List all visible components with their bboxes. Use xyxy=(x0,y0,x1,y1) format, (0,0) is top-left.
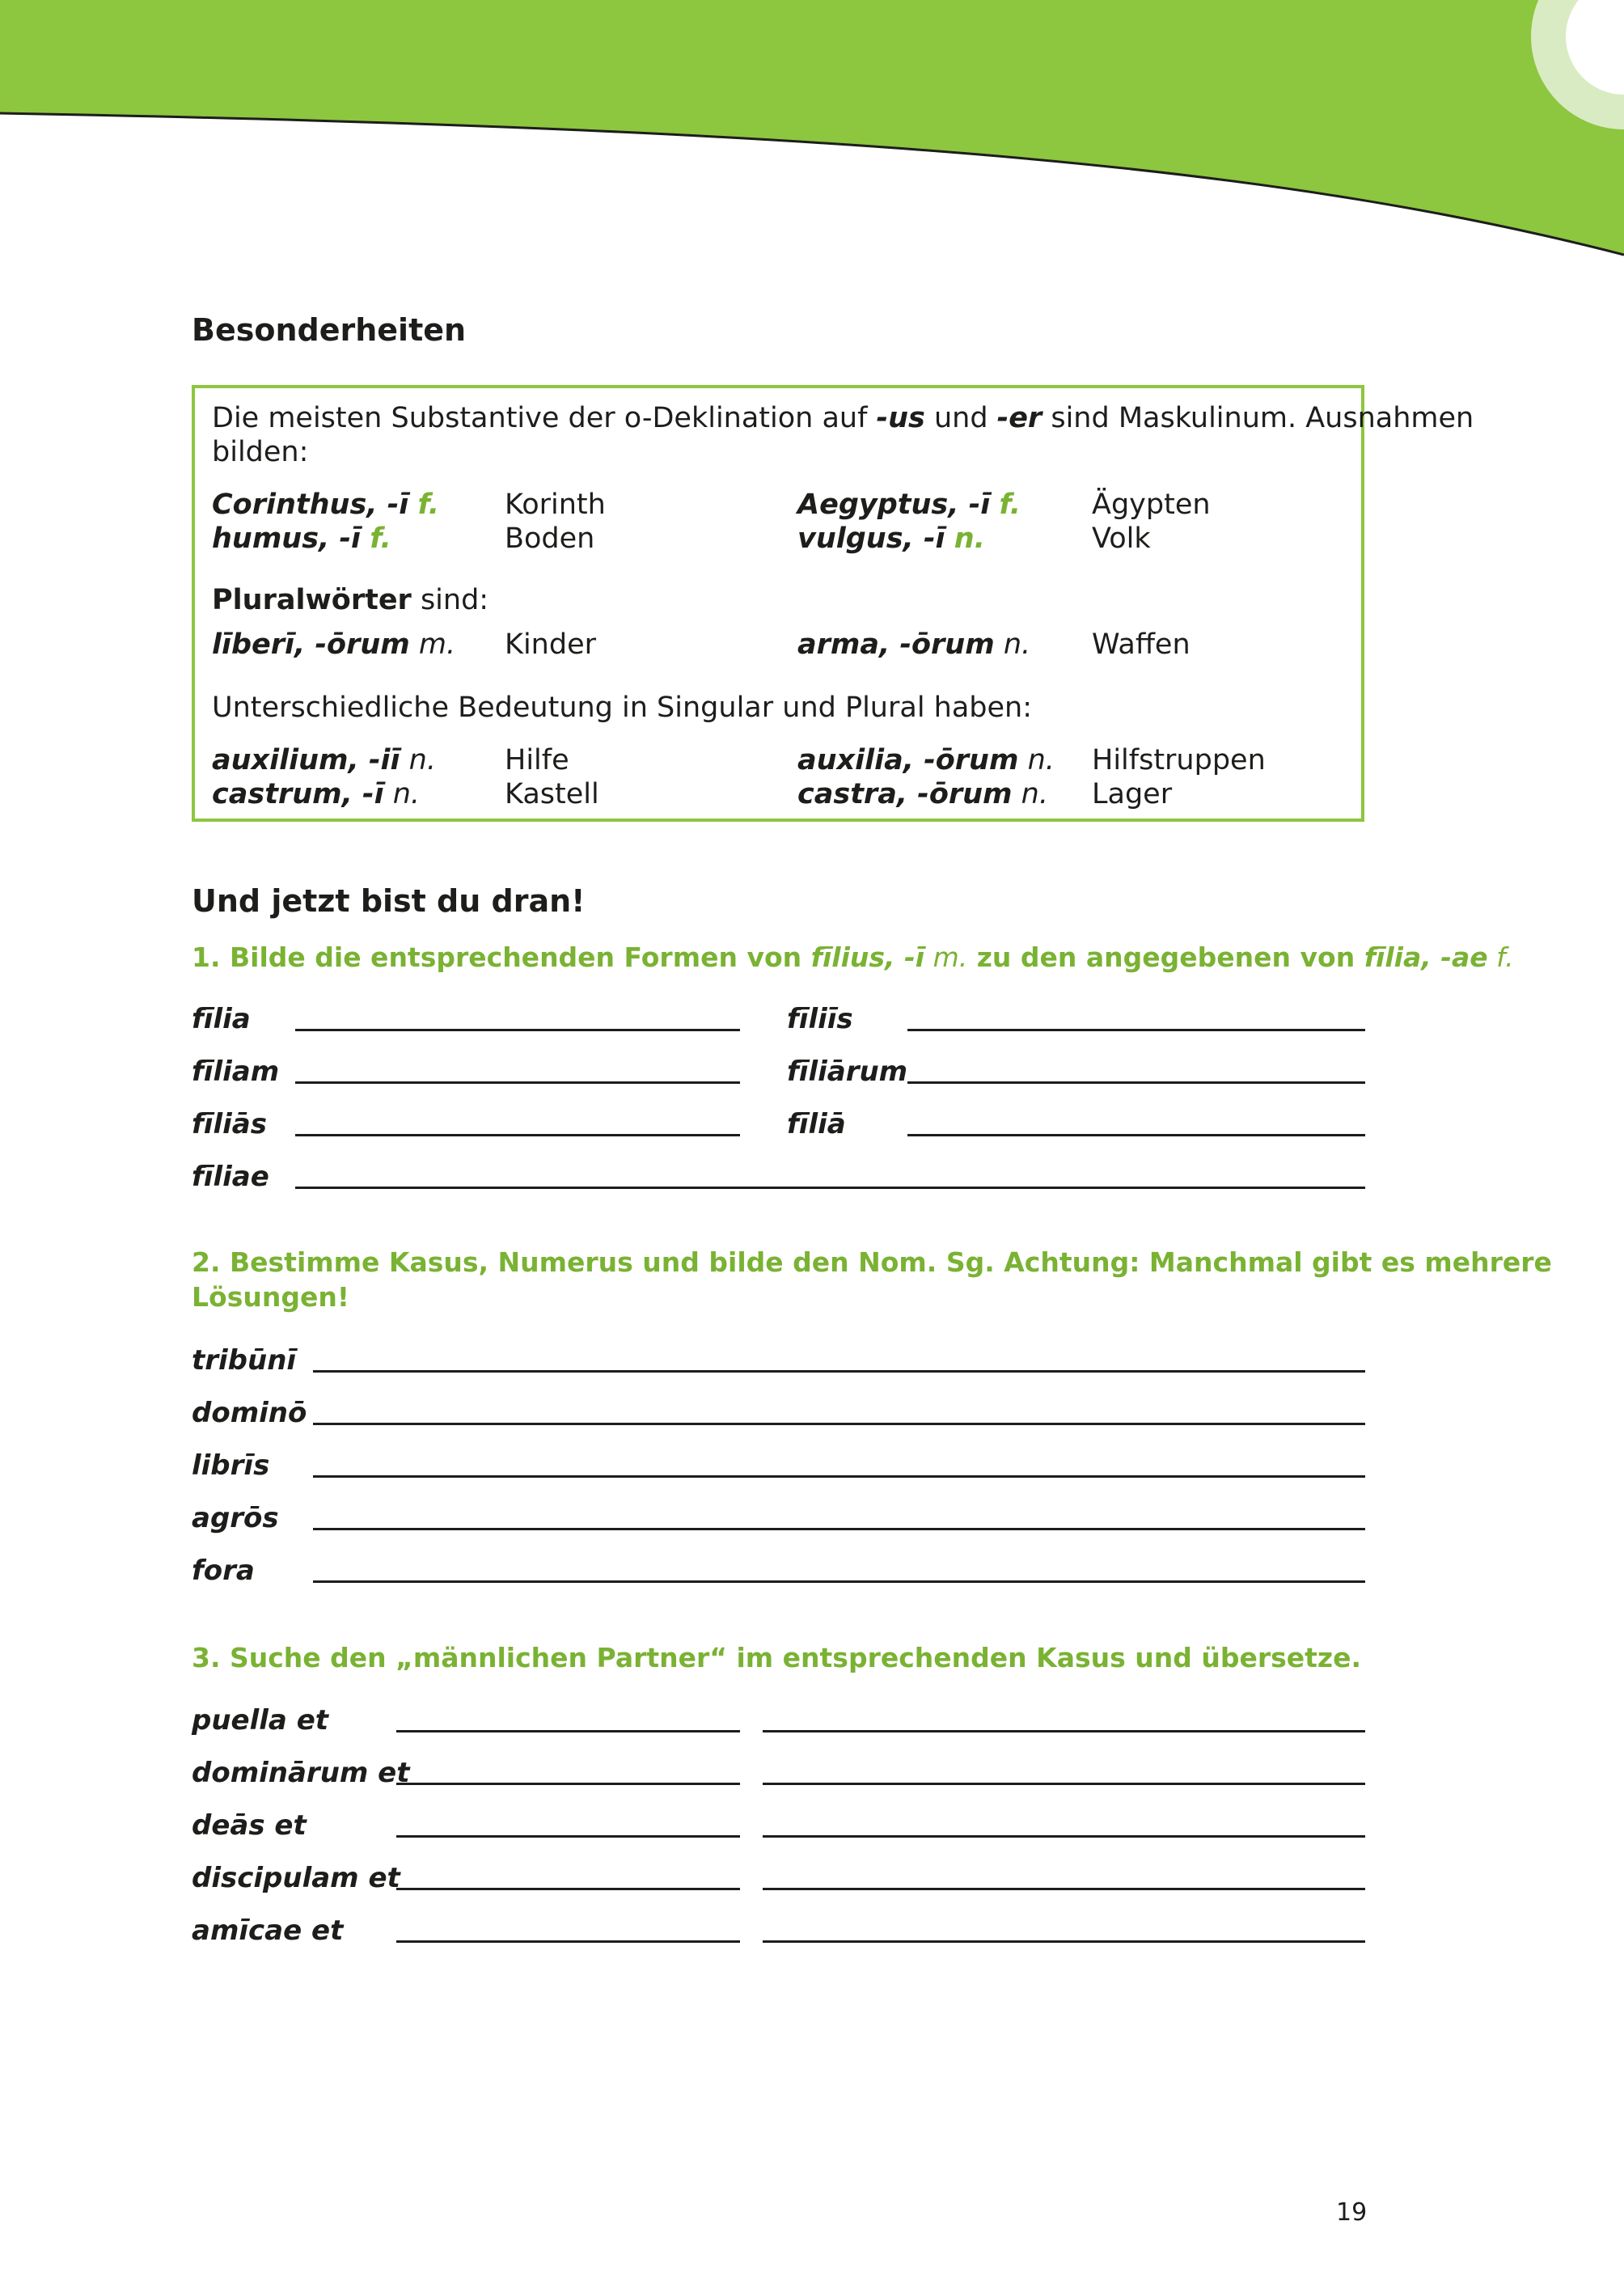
plural-word xyxy=(212,628,455,661)
gender-label: n. xyxy=(1003,628,1031,661)
answer-line[interactable] xyxy=(396,1730,740,1732)
plural-label-rest: sind: xyxy=(411,584,489,616)
task1-word: fīliam xyxy=(192,1056,280,1088)
task1-text: 1. Bilde die entsprechenden Formen von xyxy=(192,941,811,973)
plural-meaning: Kinder xyxy=(505,628,596,661)
task1-word: fīliā xyxy=(787,1108,846,1140)
latin-word: castrum, -ī xyxy=(212,778,384,810)
plural-word xyxy=(797,628,1030,661)
task2-word: fora xyxy=(192,1555,255,1587)
box-intro-line2: bilden: xyxy=(212,436,309,468)
gender-label: n. xyxy=(408,744,436,776)
task2-word: dominō xyxy=(192,1397,307,1429)
latin-word: humus, -ī xyxy=(212,522,362,555)
task1-word: fīliās xyxy=(192,1108,267,1140)
exception-meaning: Ägypten xyxy=(1092,489,1211,521)
task3-word: puella et xyxy=(192,1704,329,1737)
task1-word-filius: fīlius, -ī xyxy=(810,941,925,973)
latin-word: auxilium, -iī xyxy=(212,744,400,776)
task3-word: dominārum et xyxy=(192,1757,410,1789)
gender-label: n. xyxy=(1021,778,1048,810)
task1-word: fīliārum xyxy=(787,1056,908,1088)
answer-line[interactable] xyxy=(396,1835,740,1838)
exception-word xyxy=(797,522,985,555)
answer-line[interactable] xyxy=(313,1423,1365,1425)
box-intro-line1 xyxy=(212,402,1474,434)
task1-text-mid: zu den angegebenen von xyxy=(967,941,1364,973)
task1-gender-f: f. xyxy=(1487,941,1514,973)
intro-text-mid: und xyxy=(924,402,997,434)
latin-word: līberī, -ōrum xyxy=(212,628,410,661)
translation-line[interactable] xyxy=(763,1940,1365,1943)
task1-word-filia: fīlia, -ae xyxy=(1364,941,1488,973)
exception-meaning: Volk xyxy=(1092,522,1151,555)
task3-word: amīcae et xyxy=(192,1914,344,1947)
task3-word: discipulam et xyxy=(192,1862,400,1894)
answer-line[interactable] xyxy=(295,1187,1365,1189)
diff-label: Unterschiedliche Bedeutung in Singular und Plural haben: xyxy=(212,692,1033,724)
gender-label: f. xyxy=(417,489,440,521)
diff-meaning: Lager xyxy=(1092,778,1173,810)
diff-meaning: Kastell xyxy=(505,778,599,810)
latin-word: auxilia, -ōrum xyxy=(797,744,1019,776)
plural-label-bold: Pluralwörter xyxy=(212,584,412,616)
diff-word xyxy=(212,778,420,810)
task2-word: agrōs xyxy=(192,1502,279,1534)
task2-title-line1: 2. Bestimme Kasus, Numerus und bilde den Nom. Sg. Achtung: Manchmal gibt es mehrere xyxy=(192,1246,1552,1278)
page-number: 19 xyxy=(1336,2198,1368,2227)
diff-meaning: Hilfstruppen xyxy=(1092,744,1266,776)
exception-word xyxy=(797,489,1021,521)
task3-title: 3. Suche den „männlichen Partner“ im entsprechenden Kasus und übersetze. xyxy=(192,1642,1362,1673)
task3-word: deās et xyxy=(192,1809,307,1842)
answer-line[interactable] xyxy=(295,1029,740,1031)
answer-line[interactable] xyxy=(907,1134,1365,1136)
answer-line[interactable] xyxy=(295,1081,740,1084)
diff-word xyxy=(797,744,1055,776)
diff-word xyxy=(797,778,1048,810)
answer-line[interactable] xyxy=(907,1081,1365,1084)
gender-label: m. xyxy=(418,628,456,661)
answer-line[interactable] xyxy=(313,1370,1365,1373)
latin-word: arma, -ōrum xyxy=(797,628,995,661)
translation-line[interactable] xyxy=(763,1783,1365,1785)
exception-word xyxy=(212,489,439,521)
answer-line[interactable] xyxy=(396,1940,740,1943)
gender-label: n. xyxy=(1027,744,1055,776)
ending-us: -us xyxy=(876,402,925,434)
plural-label xyxy=(212,584,488,616)
answer-line[interactable] xyxy=(295,1134,740,1136)
latin-word: castra, -ōrum xyxy=(797,778,1013,810)
task1-gender-m: m. xyxy=(924,941,968,973)
exception-word xyxy=(212,522,391,555)
answer-line[interactable] xyxy=(313,1580,1365,1583)
translation-line[interactable] xyxy=(763,1888,1365,1890)
task1-title xyxy=(192,941,1514,973)
task2-word: librīs xyxy=(192,1449,270,1482)
gender-label: f. xyxy=(999,489,1021,521)
diff-word xyxy=(212,744,436,776)
latin-word: vulgus, -ī xyxy=(797,522,945,555)
answer-line[interactable] xyxy=(396,1783,740,1785)
ending-er: -er xyxy=(996,402,1042,434)
answer-line[interactable] xyxy=(396,1888,740,1890)
translation-line[interactable] xyxy=(763,1835,1365,1838)
exception-meaning: Boden xyxy=(505,522,595,555)
section-title: Besonderheiten xyxy=(192,312,467,348)
exercise-heading: Und jetzt bist du dran! xyxy=(192,883,586,919)
task1-word: fīliae xyxy=(192,1161,269,1193)
task1-word: fīlia xyxy=(192,1003,251,1035)
gender-label: n. xyxy=(954,522,985,555)
translation-line[interactable] xyxy=(763,1730,1365,1732)
gender-label: f. xyxy=(370,522,391,555)
answer-line[interactable] xyxy=(907,1029,1365,1031)
plural-meaning: Waffen xyxy=(1092,628,1191,661)
exception-meaning: Korinth xyxy=(505,489,606,521)
gender-label: n. xyxy=(392,778,421,810)
task2-word: tribūnī xyxy=(192,1344,297,1377)
intro-text: Die meisten Substantive der o-Deklination auf xyxy=(212,402,877,434)
task1-word: fīliīs xyxy=(787,1003,853,1035)
answer-line[interactable] xyxy=(313,1528,1365,1530)
task2-title-line2: Lösungen! xyxy=(192,1281,349,1313)
diff-meaning: Hilfe xyxy=(505,744,569,776)
latin-word: Corinthus, -ī xyxy=(212,489,409,521)
answer-line[interactable] xyxy=(313,1475,1365,1478)
latin-word: Aegyptus, -ī xyxy=(797,489,991,521)
intro-text-post: sind Maskulinum. Ausnahmen xyxy=(1042,402,1474,434)
header-wave-decoration xyxy=(0,0,1624,259)
